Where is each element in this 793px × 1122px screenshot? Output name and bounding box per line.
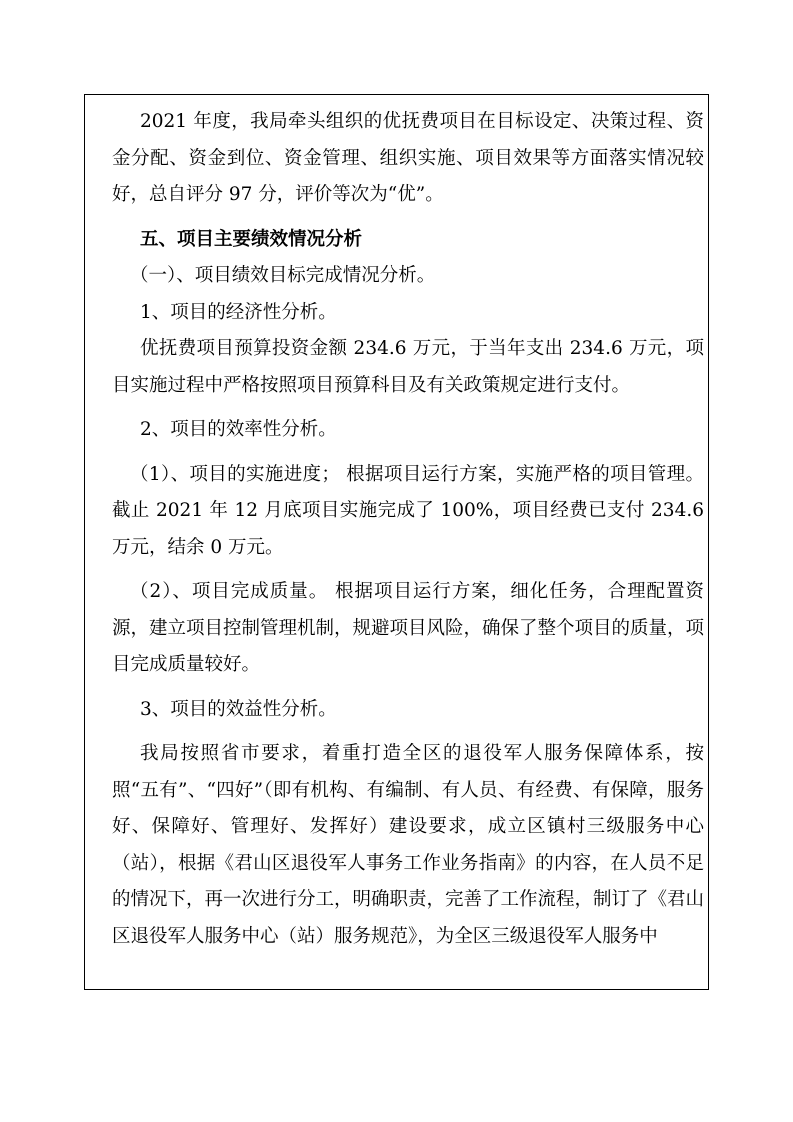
subsection-title: （一）、项目绩效目标完成情况分析。 xyxy=(130,265,436,286)
section-heading: 五、项目主要绩效情况分析 xyxy=(140,228,363,250)
paragraph-summary: 2021 年度，我局牵头组织的优抚费项目在目标设定、决策过程、资金分配、资金到位、资金管理、组织实施、项目效果等方面落实情况较好，总自评分 97 分，评价等次为“优”。 xyxy=(112,111,704,205)
subsection-benefit-title: 3、项目的效益性分析。 xyxy=(140,698,337,720)
paragraph-progress: （1）、项目的实施进度； 根据项目运行方案，实施严格的项目管理。截止 2021 年 12 月底项目实施完成了 100%，项目经费已支付 234.6 万元，结余 0 万元。 xyxy=(112,463,704,558)
document-body xyxy=(112,104,704,955)
paragraph-economy: 优抚费项目预算投资金额 234.6 万元，于当年支出 234.6 万元，项目实施过程中严格按照项目预算科目及有关政策规定进行支付。 xyxy=(112,338,704,396)
subsection-economy-title: 1、项目的经济性分析。 xyxy=(140,301,337,323)
paragraph-quality: （2）、项目完成质量。 根据项目运行方案，细化任务，合理配置资源，建立项目控制管理机制，规避项目风险，确保了整个项目的质量，项目完成质量较好。 xyxy=(112,581,705,675)
paragraph-benefit: 我局按照省市要求，着重打造全区的退役军人服务保障体系，按照“五有”、“四好”（即有机构、有编制、有人员、有经费、有保障，服务好、保障好、管理好、发挥好）建设要求，成立区镇村三级服务中心（站），根据《君山区退役军人事务工作业务指南》的内容，在人员不足的情况下，再一次进行分工，明确职责，完善了工作流程，制订了《君山区退役军人服务中心（站）服务规范》，为全区三级退役军人服务中 xyxy=(112,743,705,947)
subsection-efficiency-title: 2、项目的效率性分析。 xyxy=(140,419,337,440)
